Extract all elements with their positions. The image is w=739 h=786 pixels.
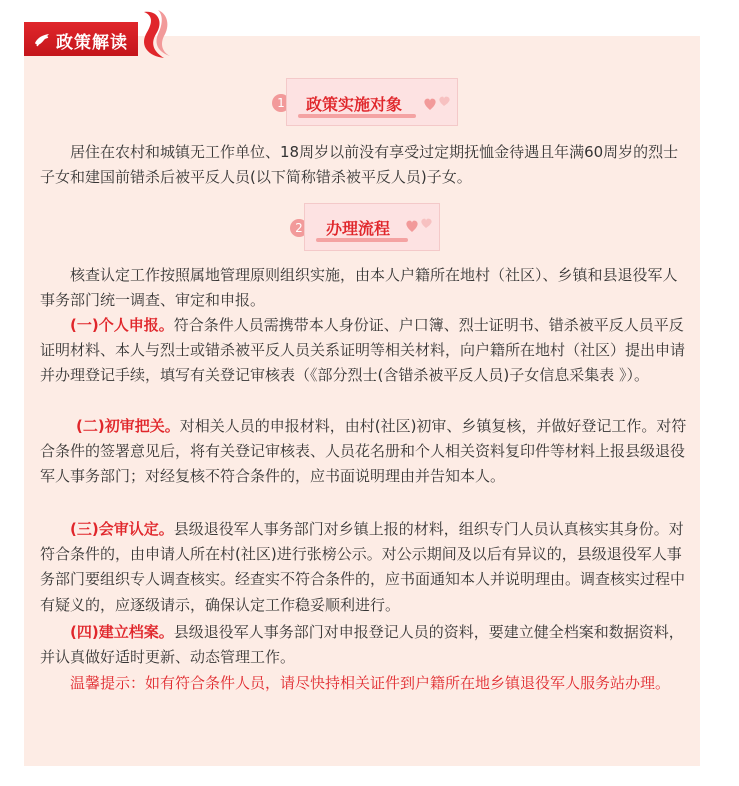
step-paragraph bbox=[40, 620, 690, 670]
section-number: 1 bbox=[272, 94, 290, 112]
step-paragraph bbox=[40, 517, 690, 618]
step-body: 对相关人员的申报材料，由村(社区)初审、乡镇复核，并做好登记工作。对符合条件的签署意见后，将有关登记审核表、人员花名册和个人相关资料复印件等材料上报县级退役军人事务部门；对经复核不符合条件的，应书面说明理由并告知本人。 bbox=[40, 417, 687, 486]
hearts-icon bbox=[404, 214, 436, 236]
step-title: (三)会审认定。 bbox=[70, 520, 174, 538]
step-title: (二)初审把关。 bbox=[76, 417, 180, 435]
step-title: (一)个人申报。 bbox=[70, 316, 174, 334]
banner-swoosh-icon bbox=[124, 8, 184, 60]
heading-underline bbox=[316, 238, 408, 242]
step-body: 符合条件人员需携带本人身份证、户口簿、烈士证明书、错杀被平反人员平反证明材料、本人与烈士或错杀被平反人员关系证明等相关材料，向户籍所在地村（社区）提出申请并办理登记手续，填写有关登记审核表（《部分烈士(含错杀被平反人员)子女信息采集表 》）。 bbox=[40, 316, 686, 385]
banner-label: 政策解读 bbox=[56, 33, 128, 53]
process-intro: 核查认定工作按照属地管理原则组织实施，由本人户籍所在地村（社区）、乡镇和县退役军人事务部门统一调查、审定和申报。 bbox=[40, 266, 678, 310]
section-title: 政策实施对象 bbox=[306, 95, 403, 114]
flame-leaf-icon bbox=[32, 29, 52, 49]
step-body: 县级退役军人事务部门对乡镇上报的材料，组织专门人员认真核实其身份。对符合条件的，由申请人所在村(社区)进行张榜公示。对公示期间及以后有异议的，县级退役军人事务部门要组织专人调查核实。经查实不符合条件的，应书面通知本人并说明理由。调查核实过程中有疑义的，应逐级请示，确保认定工作稳妥顺利进行。 bbox=[40, 520, 686, 614]
step-paragraph bbox=[40, 313, 690, 389]
step-paragraph bbox=[40, 414, 690, 490]
target-paragraph: 居住在农村和城镇无工作单位、18周岁以前没有享受过定期抚恤金待遇且年满60周岁的烈士子女和建国前错杀后被平反人员(以下简称错杀被平反人员)子女。 bbox=[40, 143, 679, 187]
section-banner bbox=[24, 22, 164, 56]
step-body: 县级退役军人事务部门对申报登记人员的资料，要建立健全档案和数据资料，并认真做好适时更新、动态管理工作。 bbox=[40, 623, 684, 667]
step-title: (四)建立档案。 bbox=[70, 623, 174, 641]
warm-tip: 温馨提示：如有符合条件人员，请尽快持相关证件到户籍所在地乡镇退役军人服务站办理。 bbox=[70, 674, 671, 692]
section-number: 2 bbox=[290, 219, 308, 237]
section-title: 办理流程 bbox=[326, 219, 391, 238]
hearts-icon bbox=[422, 92, 454, 114]
heading-underline bbox=[298, 114, 416, 118]
